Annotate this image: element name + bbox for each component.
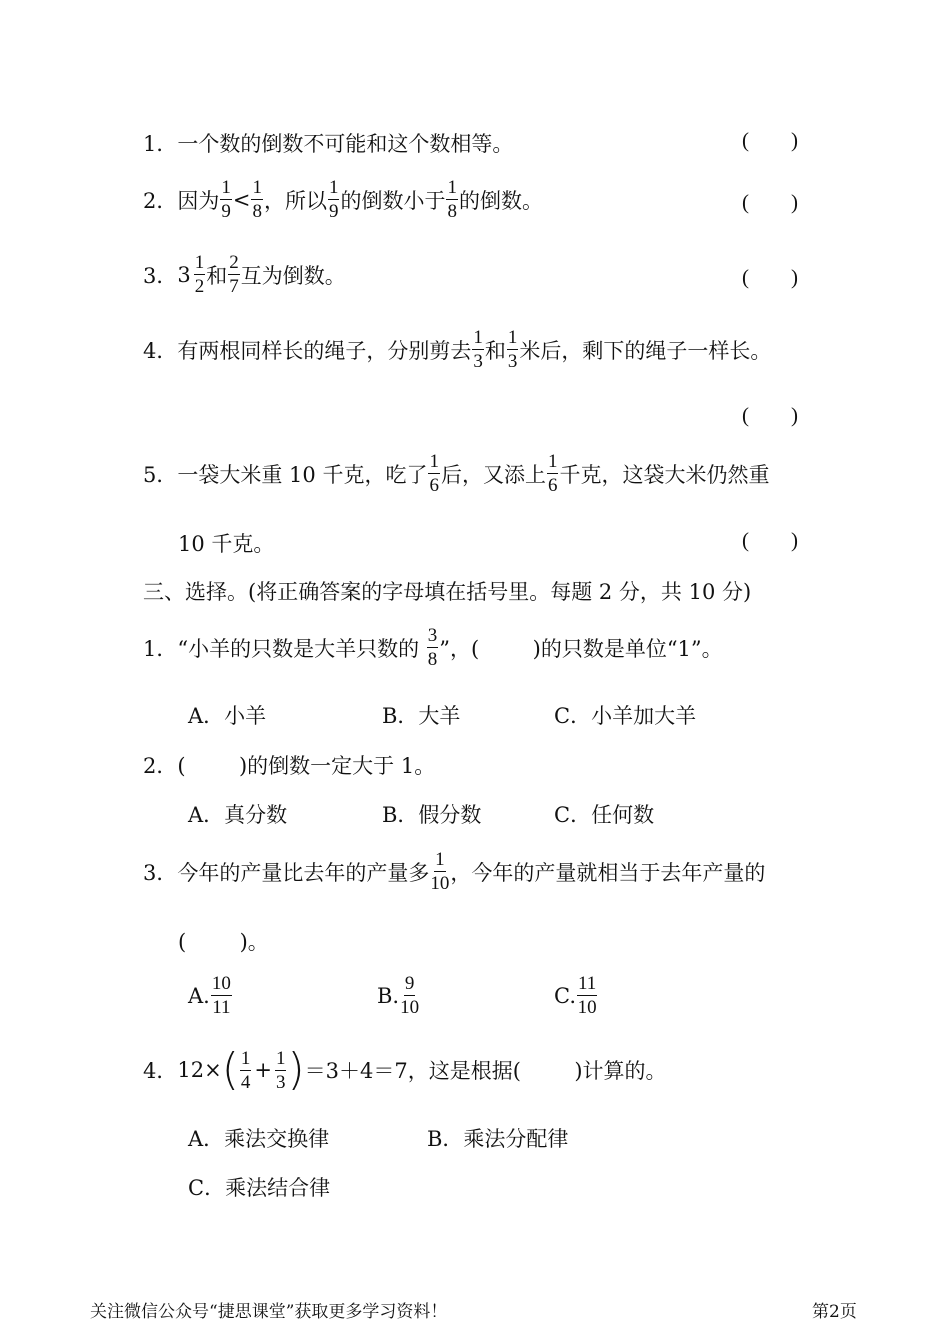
option-a[interactable]: [188, 799, 287, 829]
fraction: $\frac{1}{9}$: [221, 177, 231, 222]
q-text: “小羊的只数是大羊只数的: [177, 636, 426, 661]
q-text: 今年的产量比去年的产量多: [177, 860, 430, 885]
fraction: $\frac{1}{10}$: [430, 849, 450, 894]
fraction: $\frac{3}{8}$: [427, 625, 438, 670]
option-label: A．真分数: [188, 803, 288, 827]
option-b[interactable]: [427, 1123, 568, 1153]
plus-sign: +: [254, 1058, 272, 1082]
fraction: $\frac{2}{7}$: [229, 252, 239, 297]
q-text: 的倒数小于: [340, 188, 446, 213]
option-label: A．小羊: [188, 704, 267, 728]
choice-q2: [143, 750, 435, 780]
option-b[interactable]: [382, 799, 481, 829]
q-text: ( )的倒数一定大于 1。: [177, 754, 436, 778]
option-c[interactable]: [554, 700, 696, 730]
fraction: $\frac{1}{3}$: [473, 327, 483, 372]
option-label: B．乘法分配律: [427, 1127, 569, 1151]
page-number: 第2页: [812, 1302, 857, 1322]
fraction: $\frac{1}{6}$: [429, 451, 439, 496]
answer-paren[interactable]: ( ): [742, 528, 798, 552]
q-number: 2．: [143, 754, 178, 778]
fraction: $\frac{1}{3}$: [507, 327, 518, 372]
choice-q3-cont: [178, 926, 269, 956]
q-text: 的倒数。: [458, 188, 543, 213]
option-c[interactable]: [188, 1172, 330, 1202]
q-number: 3．: [143, 263, 178, 288]
judge-q4: [143, 328, 771, 371]
option-a[interactable]: [188, 1123, 329, 1153]
option-label: C.: [554, 983, 576, 1008]
q-number: 1．: [143, 636, 178, 661]
q-text: 一袋大米重 10 千克，吃了: [177, 462, 428, 487]
option-label: B．假分数: [382, 803, 482, 827]
q-number: 3．: [143, 860, 178, 885]
q-text: 后，又添上: [440, 462, 546, 487]
fraction: $\frac{11}{10}$: [577, 973, 597, 1018]
option-label: A．乘法交换律: [188, 1127, 330, 1151]
q-number: 5．: [143, 462, 178, 487]
left-paren: (: [221, 1044, 239, 1095]
q-number: 4．: [143, 1059, 178, 1083]
judge-q2: [143, 178, 543, 221]
option-b[interactable]: [377, 974, 420, 1017]
q-text: 米后，剩下的绳子一样长。: [519, 338, 772, 363]
q-number: 2．: [143, 188, 178, 213]
q-text: 和: [206, 263, 228, 288]
choice-q1: [143, 626, 723, 669]
q-text: 10 千克。: [178, 532, 275, 556]
fraction: $\frac{1}{9}$: [328, 177, 339, 222]
q-text: ”，( )的只数是单位“1”。: [439, 636, 723, 661]
right-paren: ): [287, 1044, 305, 1095]
q-text: 因为: [177, 188, 220, 213]
section-title: [143, 576, 751, 606]
option-c[interactable]: [554, 974, 598, 1017]
option-label: A.: [188, 983, 210, 1008]
fraction: $\frac{1}{2}$: [194, 252, 205, 297]
q-number: 4．: [143, 338, 178, 363]
fraction: $\frac{10}{11}$: [211, 973, 231, 1018]
q-text: ＝3＋4＝7，这是根据( )计算的。: [304, 1059, 667, 1083]
q-text: 互为倒数。: [240, 263, 346, 288]
option-b[interactable]: [382, 700, 460, 730]
answer-paren[interactable]: ( ): [742, 265, 798, 289]
fraction: $\frac{1}{3}$: [275, 1047, 286, 1093]
fraction: $\frac{1}{4}$: [240, 1047, 251, 1093]
choice-q4: [143, 1044, 667, 1095]
q-text: ，今年的产量就相当于去年产量的: [450, 860, 766, 885]
section-title-text: 三、选择。(将正确答案的字母填在括号里。每题 2 分，共 10 分): [143, 580, 752, 604]
q-number: 1．: [143, 132, 178, 156]
option-label: C．任何数: [554, 803, 655, 827]
q-text: ，所以: [263, 188, 327, 213]
option-label: B.: [377, 983, 400, 1008]
judge-q5: [143, 452, 769, 495]
option-label: C．乘法结合律: [188, 1176, 331, 1200]
fraction: $\frac{1}{8}$: [447, 177, 457, 222]
whole-number: 3: [177, 262, 191, 287]
fraction: $\frac{1}{8}$: [252, 177, 262, 222]
fraction: $\frac{9}{10}$: [400, 973, 420, 1018]
answer-paren[interactable]: ( ): [742, 128, 798, 152]
answer-paren[interactable]: ( ): [742, 190, 798, 214]
footer-note: 关注微信公众号“捷思课堂”获取更多学习资料！: [90, 1302, 448, 1322]
option-label: B．大羊: [382, 704, 461, 728]
q-text: 一个数的倒数不可能和这个数相等。: [177, 132, 514, 156]
judge-q1: [143, 128, 513, 158]
fraction: $\frac{1}{6}$: [547, 451, 558, 496]
q-text: 和: [484, 338, 506, 363]
judge-q3: [143, 253, 346, 296]
q-text: 千克，这袋大米仍然重: [559, 462, 770, 487]
option-a[interactable]: [188, 974, 233, 1017]
choice-q3: [143, 850, 765, 893]
q-text: 有两根同样长的绳子，分别剪去: [177, 338, 472, 363]
judge-q5-cont: [178, 528, 274, 558]
less-than: <: [232, 187, 251, 212]
option-a[interactable]: [188, 700, 266, 730]
option-c[interactable]: [554, 799, 654, 829]
q-text: ( )。: [178, 930, 269, 954]
q-text: 12×: [177, 1058, 222, 1082]
option-label: C．小羊加大羊: [554, 704, 697, 728]
answer-paren[interactable]: ( ): [742, 403, 798, 427]
